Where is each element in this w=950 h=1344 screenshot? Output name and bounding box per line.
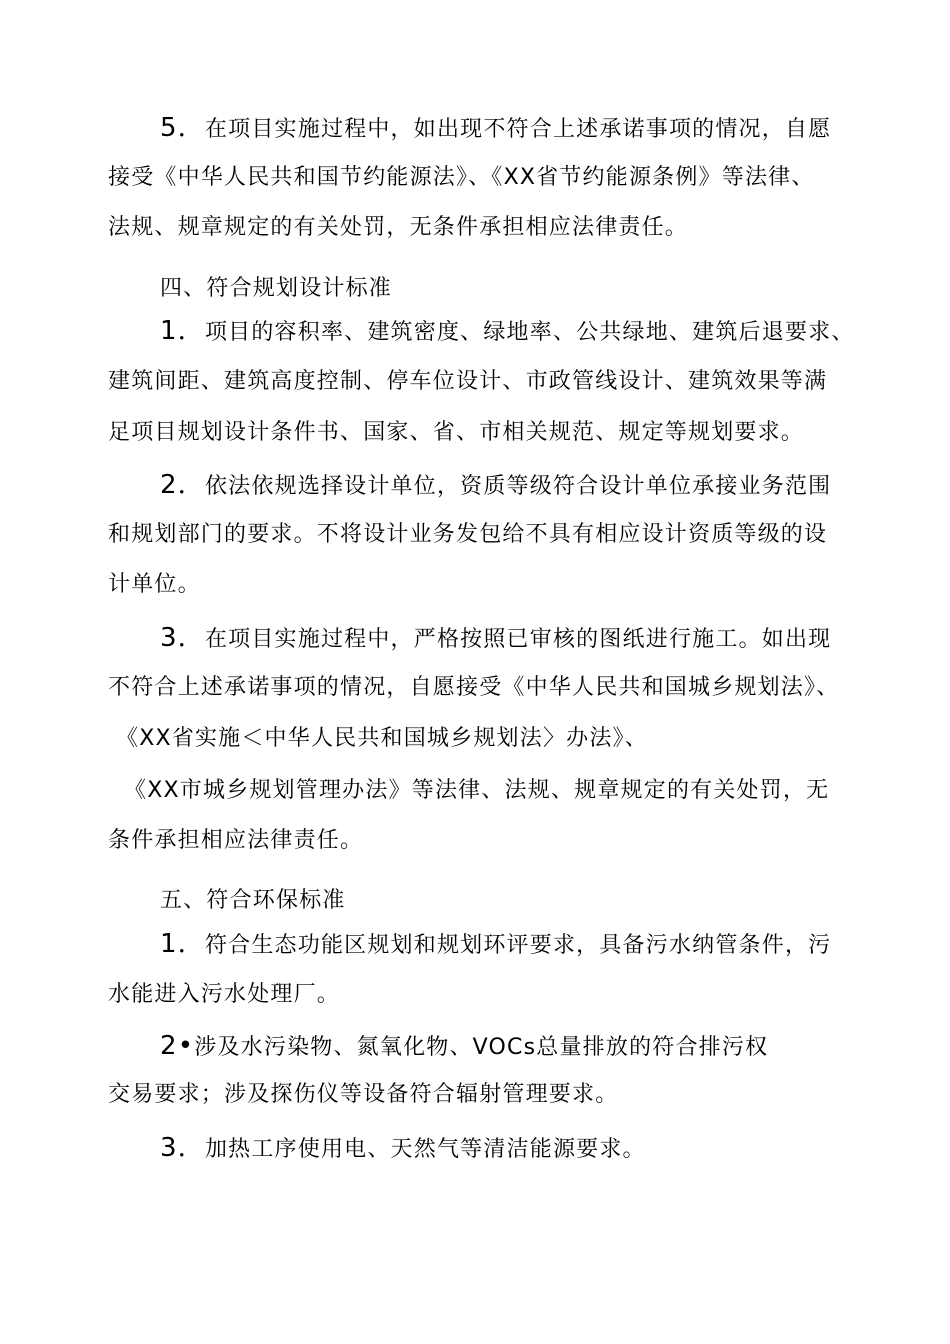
paragraph-line: 1．符合生态功能区规划和规划环评要求，具备污水纳管条件，污 [160, 929, 832, 959]
paragraph-line: 交易要求；涉及探伤仪等设备符合辐射管理要求。 [108, 1082, 619, 1107]
paragraph-line: 3．加热工序使用电、天然气等清洁能源要求。 [160, 1133, 646, 1163]
paragraph-line: 法规、规章规定的有关处罚，无条件承担相应法律责任。 [108, 215, 689, 240]
paragraph-line: 3．在项目实施过程中，严格按照已审核的图纸进行施工。如出现 [160, 623, 832, 653]
paragraph-line: 《XX市城乡规划管理办法》等法律、法规、规章规定的有关处罚，无 [124, 778, 830, 803]
paragraph-line: 2．依法依规选择设计单位，资质等级符合设计单位承接业务范围 [160, 470, 832, 500]
paragraph-line: 建筑间距、建筑高度控制、停车位设计、市政管线设计、建筑效果等满 [108, 369, 828, 394]
paragraph-line: 条件承担相应法律责任。 [108, 828, 364, 853]
paragraph-line: 《XX省实施＜中华人民共和国城乡规划法〉办法》、 [116, 726, 648, 751]
paragraph-line: 和规划部门的要求。不将设计业务发包给不具有相应设计资质等级的设 [108, 522, 828, 547]
paragraph-line: 1．项目的容积率、建筑密度、绿地率、公共绿地、建筑后退要求、 [160, 316, 855, 346]
paragraph-line: 5．在项目实施过程中，如出现不符合上述承诺事项的情况，自愿 [160, 113, 832, 143]
paragraph-line: 2•涉及水污染物、氮氧化物、VOCs总量排放的符合排污权 [160, 1031, 769, 1061]
paragraph-line: 不符合上述承诺事项的情况，自愿接受《中华人民共和国城乡规划法》、 [108, 675, 840, 700]
paragraph-line: 足项目规划设计条件书、国家、省、市相关规范、规定等规划要求。 [108, 420, 805, 445]
paragraph-line: 计单位。 [108, 572, 201, 597]
paragraph-line: 水能进入污水处理厂。 [108, 982, 341, 1007]
section-heading: 四、符合规划设计标准 [160, 276, 393, 301]
section-heading: 五、符合环保标准 [160, 888, 346, 913]
paragraph-line: 接受《中华人民共和国节约能源法》、《XX省节约能源条例》等法律、 [108, 165, 815, 190]
